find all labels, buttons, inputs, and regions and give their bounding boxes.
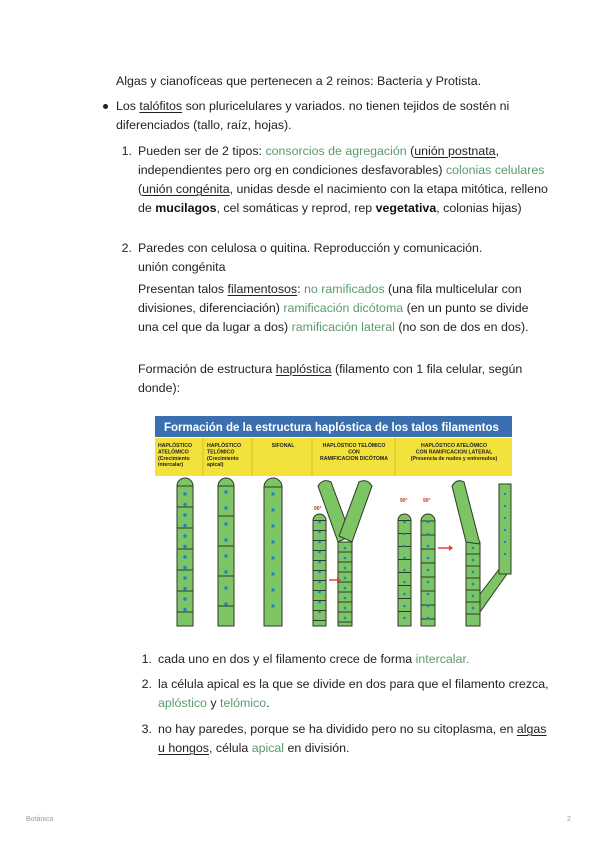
figure-title: Formación de la estructura haplóstica de los talos filamentos [164, 422, 499, 434]
figure-header-1: HAPLÓSTICO ATELÓMICO (Crecimiento intercalar) [158, 443, 193, 469]
nucleus [183, 597, 186, 600]
nucleus [403, 605, 406, 608]
nucleus [427, 545, 430, 548]
nucleus [344, 617, 347, 620]
figure-header-3: SIFONAL [271, 443, 295, 449]
nucleus [183, 608, 186, 611]
nucleus [344, 567, 347, 570]
nucleus [271, 556, 274, 559]
nucleus [403, 593, 406, 596]
subitem-2-text: la célula apical es la que se divide en dos para que el filamento crezca, aplóstico y telómico. [158, 677, 549, 710]
nucleus [271, 572, 274, 575]
nucleus [183, 566, 186, 569]
bullet-dot [103, 104, 108, 109]
nucleus [504, 493, 506, 495]
nucleus [472, 559, 475, 562]
subitem-3-text: no hay paredes, porque se ha dividido pero no su citoplasma, en algas u hongos, célula apical en división. [158, 722, 547, 755]
figure-header-5: HAPLÓSTICO ATELÓMICO CON RAMIFICACION LATERAL (Presencia de nudos y entrenudos) [410, 443, 498, 462]
nucleus [318, 611, 321, 614]
nucleus [344, 607, 347, 610]
nucleus [504, 553, 506, 555]
nucleus [427, 533, 430, 536]
subitem-3-number: 3. [141, 722, 152, 736]
figure-header-4: HAPLÓSTICO TELÓMICO CON RAMIFICACION DICÓTOMA [320, 443, 388, 462]
nucleus [183, 524, 186, 527]
nucleus [472, 583, 475, 586]
filament-lateral-mid-body [421, 521, 435, 626]
subitem-1-text: cada uno en dos y el filamento crece de forma intercalar. [158, 652, 470, 666]
nucleus [318, 601, 321, 604]
nucleus [183, 555, 186, 558]
nucleus [224, 554, 227, 557]
item-2-line2: unión congénita [138, 260, 226, 274]
filament-dicotoma-small [313, 514, 326, 626]
item-2-number: 2. [121, 241, 132, 255]
nucleus [472, 595, 475, 598]
nucleus [504, 517, 506, 519]
nucleus [183, 576, 186, 579]
nucleus [344, 587, 347, 590]
nucleus [427, 605, 430, 608]
nucleus [344, 597, 347, 600]
nucleus [183, 534, 186, 537]
nucleus [472, 571, 475, 574]
nucleus [318, 551, 321, 554]
talofitos-term: talófitos [139, 99, 183, 113]
figure-svg [155, 414, 512, 632]
y-stem [338, 542, 352, 626]
nucleus [271, 492, 274, 495]
nucleus [224, 586, 227, 589]
nucleus [318, 521, 321, 524]
item-1-number: 1. [121, 144, 132, 158]
nucleus [318, 561, 321, 564]
nucleus [224, 570, 227, 573]
term-consorcios: consorcios de agregación [265, 144, 407, 158]
nucleus [472, 607, 475, 610]
nucleus [318, 591, 321, 594]
nucleus [271, 524, 274, 527]
nucleus [224, 522, 227, 525]
angle-label-1: 90° [314, 506, 322, 512]
nucleus [271, 604, 274, 607]
subitem-2-number: 2. [141, 677, 152, 691]
nucleus [403, 581, 406, 584]
filament-lateral-small-body [398, 521, 411, 627]
nucleus [183, 587, 186, 590]
nucleus [403, 569, 406, 572]
filament-atelomico [177, 478, 193, 626]
nucleus [271, 588, 274, 591]
filament-telomico [218, 478, 234, 626]
nucleus [224, 538, 227, 541]
nucleus [427, 569, 430, 572]
nucleus [318, 581, 321, 584]
nucleus [403, 557, 406, 560]
nucleus [427, 557, 430, 560]
nucleus [472, 547, 475, 550]
nucleus [344, 557, 347, 560]
nucleus [504, 505, 506, 507]
nucleus [183, 492, 186, 495]
nucleus [403, 521, 406, 524]
nucleus [344, 547, 347, 550]
nucleus [427, 581, 430, 584]
nucleus [403, 617, 406, 620]
angle-label-3: 90° [423, 498, 431, 504]
item-2-line1: Paredes con celulosa o quitina. Reproducción y comunicación. [138, 241, 483, 255]
nucleus [504, 541, 506, 543]
nucleus [183, 513, 186, 516]
figure-header-2: HAPLÓSTICO TELÓMICO (Crecimiento apical) [207, 443, 242, 469]
nucleus [271, 540, 274, 543]
filament-sifonal [264, 478, 282, 626]
nucleus [224, 506, 227, 509]
bullet-talofitos: Los talófitos son pluricelulares y variados. no tienen tejidos de sostén ni diferenciados (tallo, raíz, hojas). [116, 99, 510, 132]
nucleus [344, 577, 347, 580]
nucleus [271, 508, 274, 511]
nucleus [427, 521, 430, 524]
angle-label-2: 90° [400, 498, 408, 504]
nucleus [318, 541, 321, 544]
nucleus [318, 531, 321, 534]
intro-line: Algas y cianofíceas que pertenecen a 2 reinos: Bacteria y Protista. [116, 74, 482, 88]
subitem-1-number: 1. [141, 652, 152, 666]
nucleus [183, 503, 186, 506]
figure-haplostica [155, 414, 512, 632]
nucleus [403, 545, 406, 548]
nucleus [403, 533, 406, 536]
nucleus [318, 571, 321, 574]
nucleus [224, 602, 227, 605]
filament-lateral-small [398, 514, 411, 626]
item-2-paragraph-talos: Presentan talos filamentosos: no ramificados (una fila multicelular con divisiones, diferenciación) ramificación dicótoma (en un punto se divide una cel que da lugar a dos) ramificación lateral (no son de dos en dos). [138, 282, 529, 334]
nucleus [183, 545, 186, 548]
nucleus [427, 617, 430, 620]
nucleus [224, 490, 227, 493]
footer-page-number: 2 [567, 816, 571, 823]
item-2-paragraph-haplostica: Formación de estructura haplóstica (filamento con 1 fila celular, según donde): [138, 362, 523, 395]
filament-lateral-mid [421, 514, 435, 626]
item-1-text: Pueden ser de 2 tipos: consorcios de agregación (unión postnata, independientes pero org en condiciones desfavorables) colonias celulares (unión congénita, unidas desde el nacimiento con la etapa mitótica, relleno de mucilagos, cel somáticas y reprod, rep vegetativa, colonias hijas) [138, 144, 548, 215]
footer-subject: Botánica [26, 816, 54, 823]
nucleus [504, 529, 506, 531]
term-colonias: colonias celulares [445, 163, 545, 177]
nucleus [427, 593, 430, 596]
